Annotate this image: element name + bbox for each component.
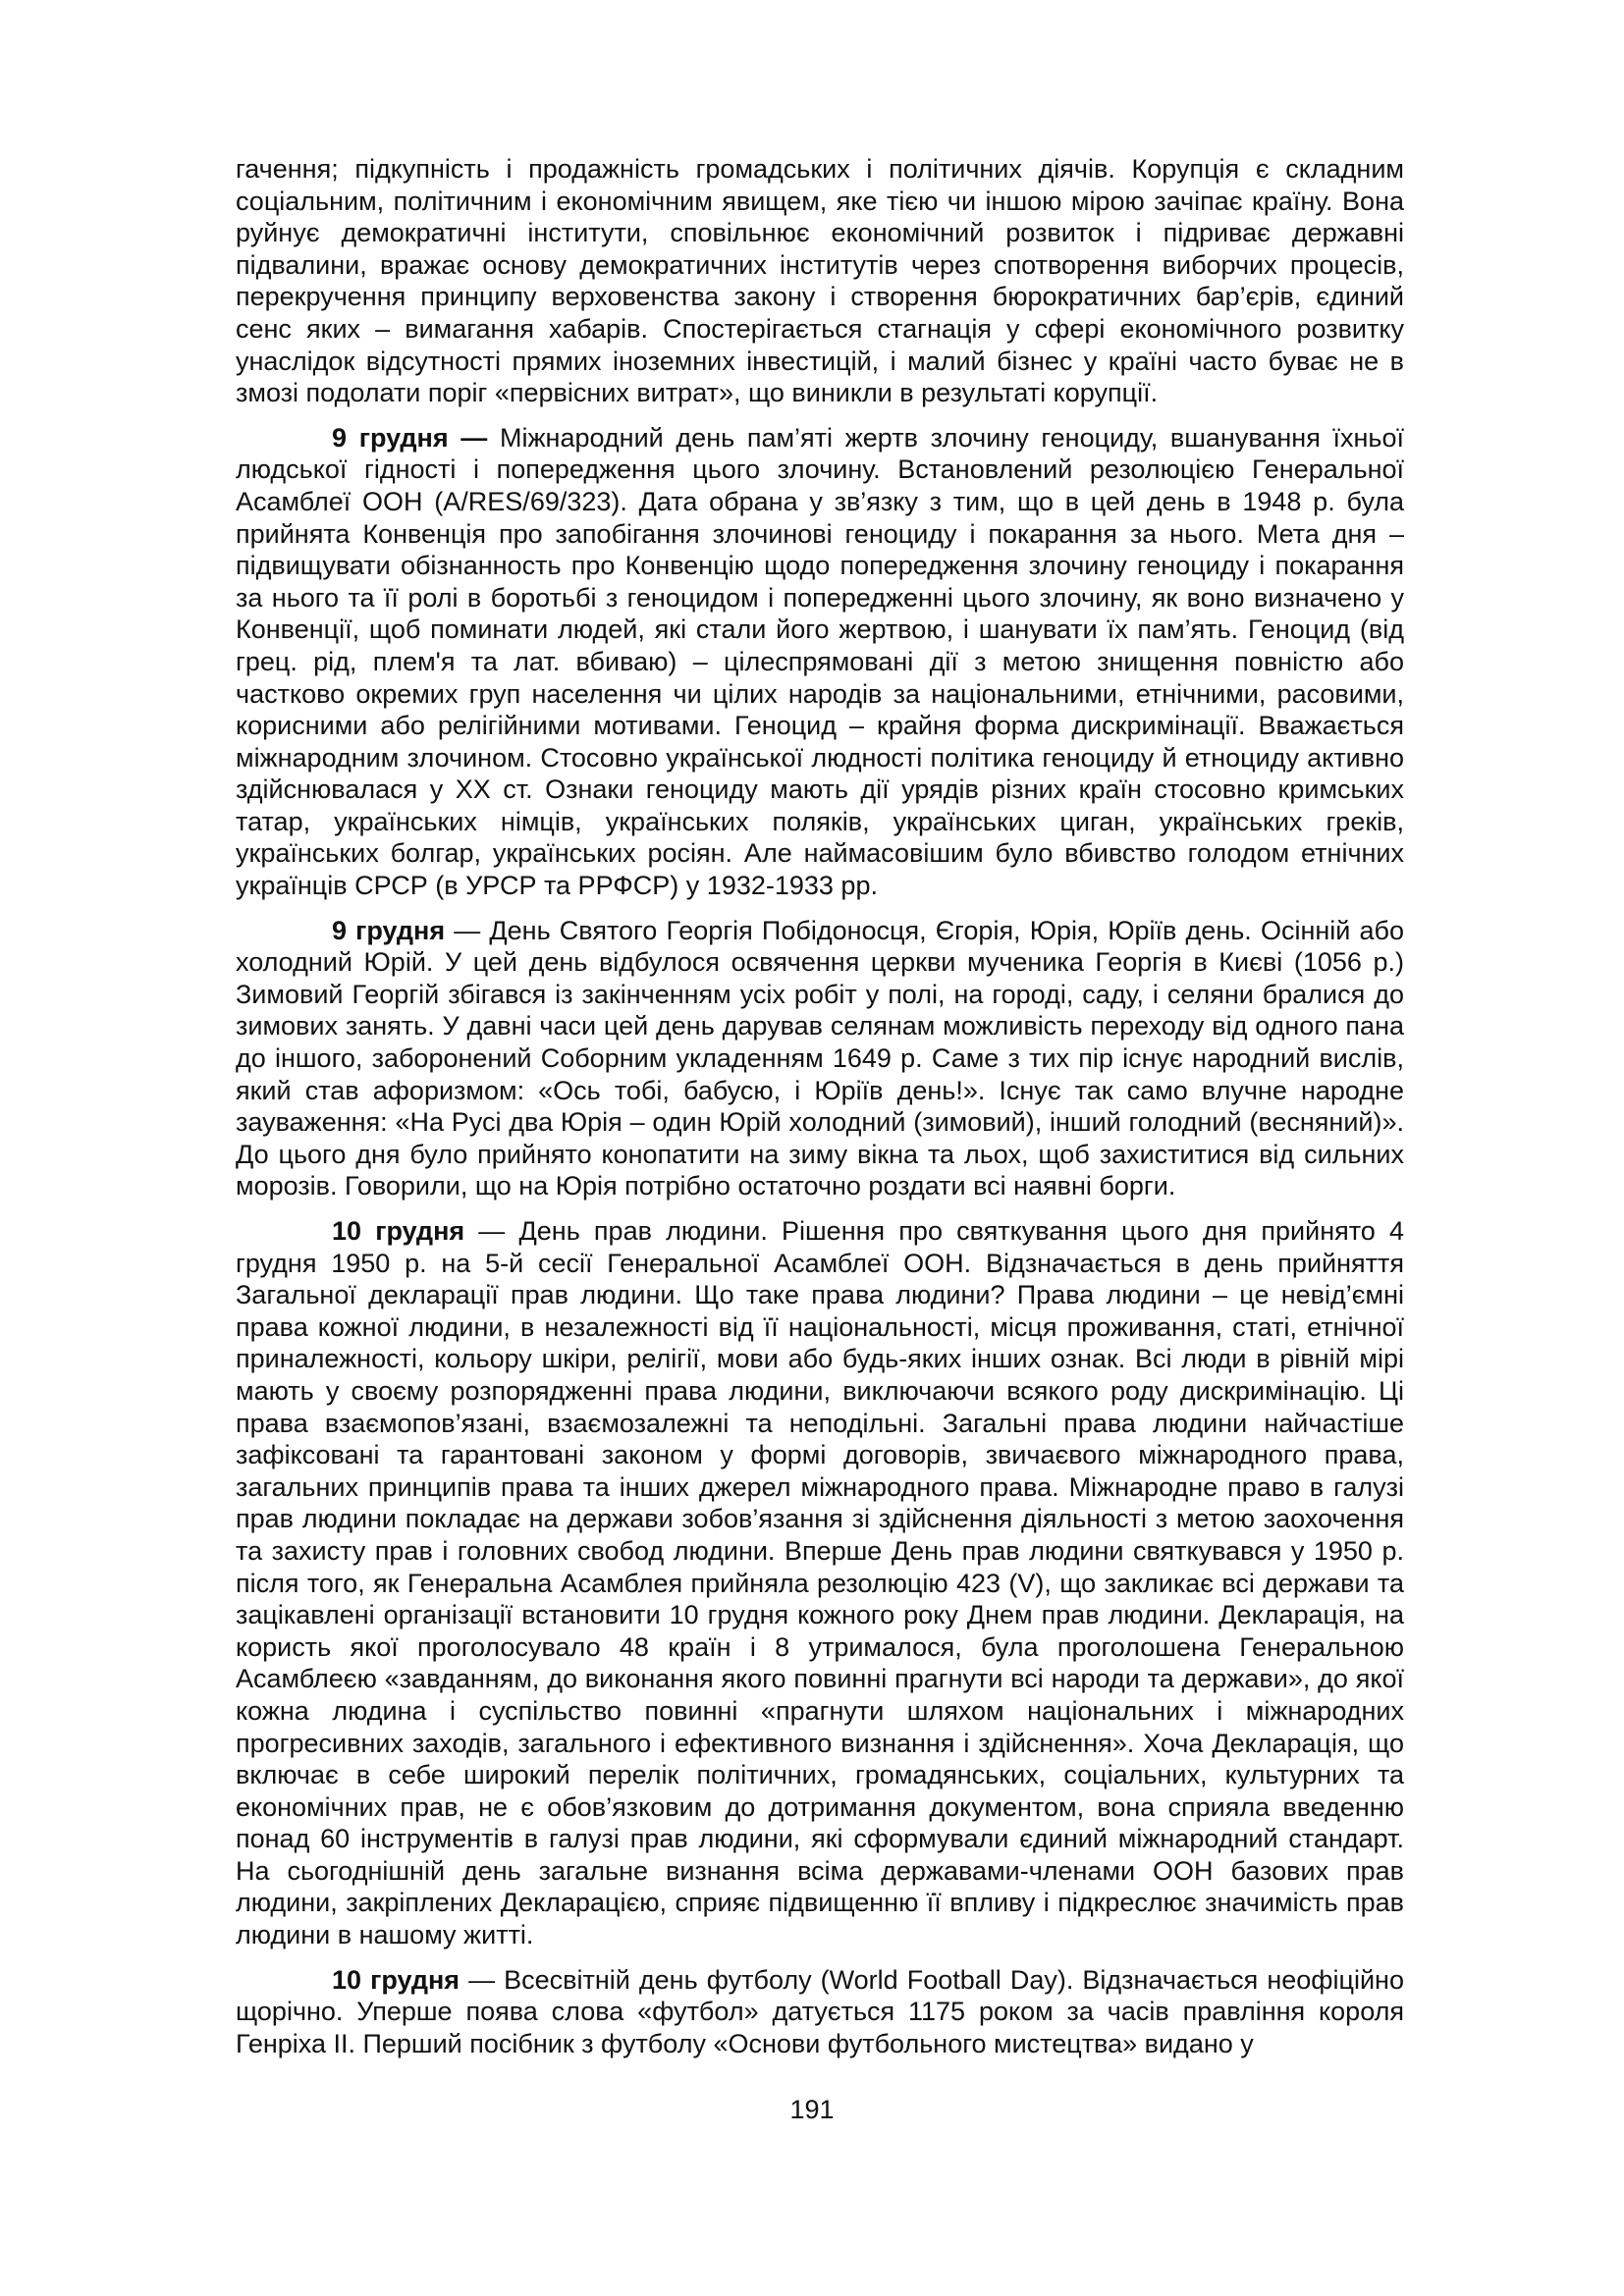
paragraph-st-george-day (236, 915, 1404, 1202)
paragraph-genocide-day (236, 422, 1404, 902)
document-page (236, 153, 1404, 2072)
date-heading: 9 грудня — (332, 422, 488, 453)
paragraph-text: — Всесвітній день футболу (World Football Day). Відзначається неофіційно щорічно. Уперше поява слова «футбол» датується 1175 роком за часів правління короля Генріха ІІ. Перший посібник з футболу «Основи футбольного мистецтва» видано у (236, 1964, 1404, 2058)
date-heading: 10 грудня (332, 1216, 465, 1246)
page-number: 191 (789, 2095, 835, 2124)
date-heading: 9 грудня (332, 915, 446, 945)
paragraph-text: — День прав людини. Рішення про святкування цього дня прийнято 4 грудня 1950 р. на 5-й сесії Генеральної Асамблеї ООН. Відзначається в день прийняття Загальної декларації прав людини. Що таке права людини? Права людини – це невід’ємні права кожної людини, в незалежності від її національності, місця проживання, статі, етнічної приналежності, кольору шкіри, релігії, мови або будь-яких інших ознак. Всі люди в рівній мірі мають у своєму розпорядженні права людини, виключаючи всякого роду дискримінацію. Ці права взаємопов’язані, взаємозалежні та неподільні. Загальні права людини найчастіше зафіксовані та гарантовані законом у формі договорів, звичаєвого міжнародного права, загальних принципів права та інших джерел міжнародного права. Міжнародне право в галузі прав людини покладає на держави зобов’язання зі здійснення діяльності з метою заохочення та захисту прав і головних свобод людини. Вперше День прав людини святкувався у 1950 р. після того, як Генеральна Асамблея прийняла резолюцію 423 (V), що закликає всі держави та зацікавлені організації встановити 10 грудня кожного року Днем прав людини. Декларація, на користь якої проголосувало 48 країн і 8 утрималося, була проголошена Генеральною Асамблеєю «завданням, до виконання якого повинні прагнути всі народи та держави», до якої кожна людина і суспільство повинні «прагнути шляхом національних і міжнародних прогресивних заходів, загального і ефективного визнання і здійснення». Хоча Декларація, що включає в себе широкий перелік політичних, громадянських, соціальних, культурних та економічних прав, не є обов’язковим до дотримання документом, вона сприяла введенню понад 60 інструментів в галузі прав людини, які сформували єдиний міжнародний стандарт. На сьогоднішній день загальне визнання всіма державами-членами ООН базових прав людини, закріплених Декларацією, сприяє підвищенню її впливу і підкреслює значимість прав людини в нашому житті. (236, 1216, 1404, 1950)
paragraph-text: гачення; підкупність і продажність громадських і політичних діячів. Корупція є складним соціальним, політичним і економічним явищем, яке тією чи іншою мірою зачіпає країну. Вона руйнує демократичні інститути, сповільнює економічний розвиток і підриває державні підвалини, вражає основу демократичних інститутів через спотворення виборчих процесів, перекручення принципу верховенства закону і створення бюрократичних бар’єрів, єдиний сенс яких – вимагання хабарів. Спостерігається стагнація у сфері економічного розвитку унаслідок відсутності прямих іноземних інвестицій, і малий бізнес у країні часто буває не в змозі подолати поріг «первісних витрат», що виникли в результаті корупції. (236, 154, 1404, 408)
paragraph-human-rights-day (236, 1215, 1404, 1951)
paragraph-football-day (236, 1964, 1404, 2060)
paragraph-text: Міжнародний день пам’яті жертв злочину геноциду, вшанування їхньої людської гідності і попередження цього злочину. Встановлений резолюцією Генеральної Асамблеї ООН (A/RES/69/323). Дата обрана у зв’язку з тим, що в цей день в 1948 р. була прийнята Конвенція про запобігання злочинові геноциду і покарання за нього. Мета дня – підвищувати обізнанность про Конвенцію щодо попередження злочину геноциду і покарання за нього та її ролі в боротьбі з геноцидом і попередженні цього злочину, як воно визначено у Конвенції, щоб поминати людей, які стали його жертвою, і шанувати їх пам’ять. Геноцид (від грец. рід, плем'я та лат. вбиваю) – цілеспрямовані дії з метою знищення повністю або частково окремих груп населення чи цілих народів за національними, етнічними, расовими, корисними або релігійними мотивами. Геноцид – крайня форма дискримінації. Вважається міжнародним злочином. Стосовно української людності політика геноциду й етноциду активно здійснювалася у ХХ ст. Ознаки геноциду мають дії урядів різних країн стосовно кримських татар, українських німців, українських поляків, українських циган, українських греків, українських болгар, українських росіян. Але наймасовішим було вбивство голодом етнічних українців СРСР (в УРСР та РРФСР) у 1932-1933 рр. (236, 422, 1404, 901)
date-heading: 10 грудня (332, 1964, 460, 1995)
paragraph-text: — День Святого Георгія Побідоносця, Єгорія, Юрія, Юріїв день. Осінній або холодний Юрій. У цей день відбулося освячення церкви мученика Георгія в Києві (1056 р.) Зимовий Георгій збігався із закінченням усіх робіт у полі, на городі, саду, і селяни бралися до зимових занять. У давні часи цей день дарував селянам можливість переходу від одного пана до іншого, заборонений Соборним укладенням 1649 р. Саме з тих пір існує народний вислів, який став афоризмом: «Ось тобі, бабусю, і Юріїв день!». Існує так само влучне народне зауваження: «На Русі два Юрія – один Юрій холодний (зимовий), інший голодний (весняний)». До цього дня було прийнято конопатити на зиму вікна та льох, щоб захиститися від сильних морозів. Говорили, що на Юрія потрібно остаточно роздати всі наявні борги. (236, 915, 1404, 1201)
paragraph-corruption (236, 153, 1404, 409)
